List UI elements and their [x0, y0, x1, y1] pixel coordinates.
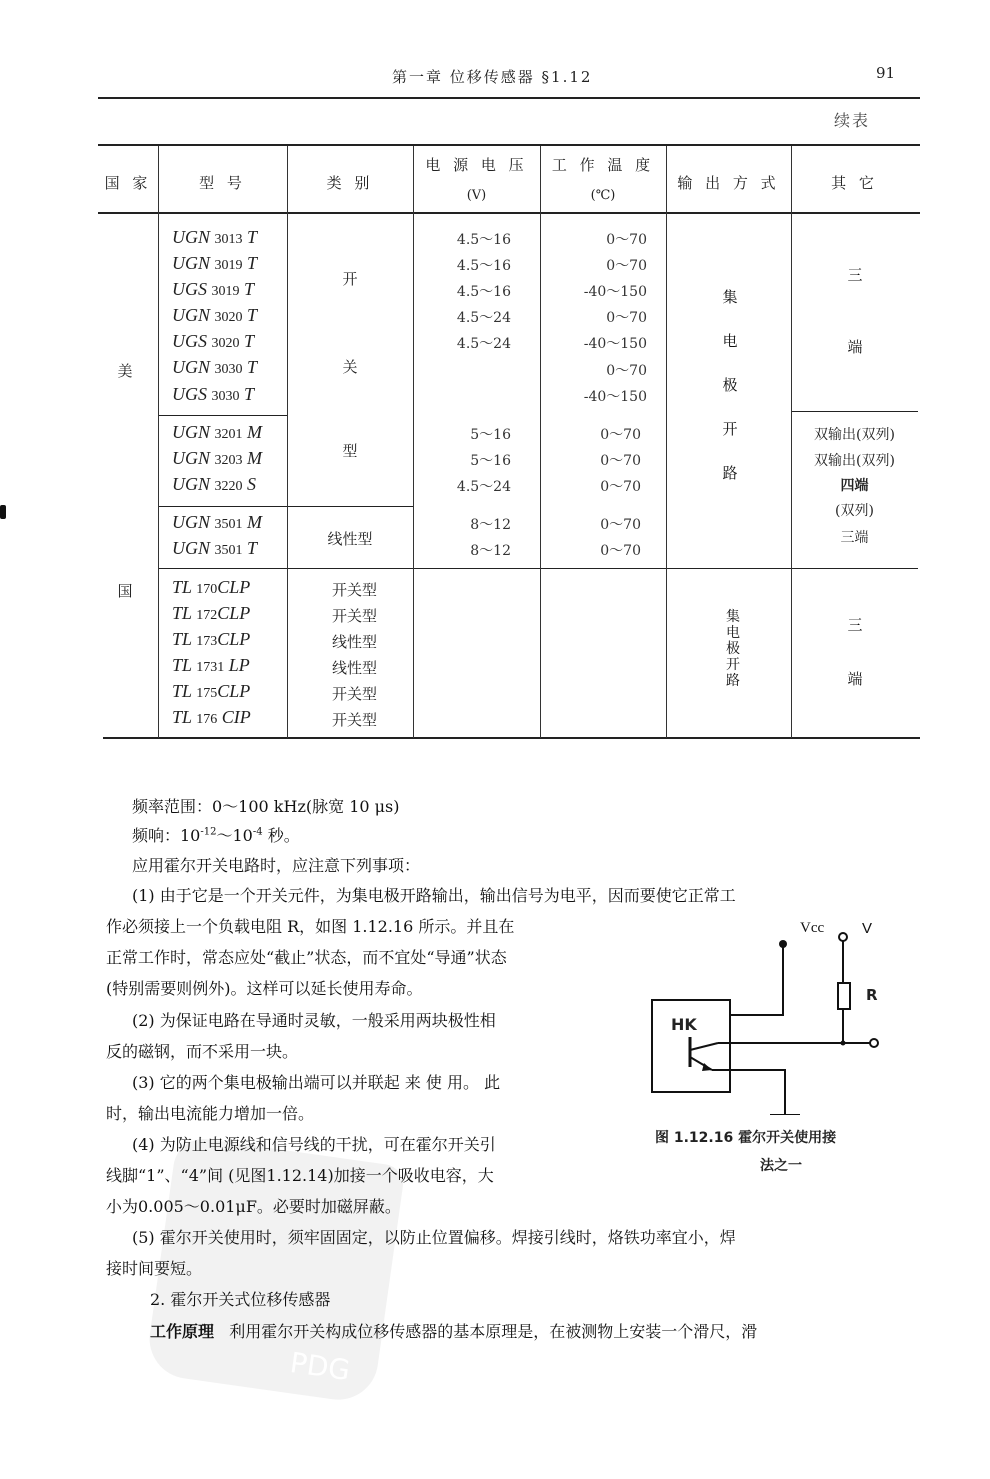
category-ti: 线性型 — [331, 633, 377, 651]
model-row: UGN 3220 S — [172, 474, 257, 494]
output-char: 极 — [722, 376, 738, 394]
model-row: UGN 3020 T — [172, 305, 258, 325]
other-note: 三端 — [840, 530, 869, 546]
item4-line: 小为0.005～0.01μF。必要时加磁屏蔽。 — [106, 1197, 401, 1216]
model-row: TL 1731 LP — [172, 655, 250, 675]
category-char: 型 — [342, 442, 358, 460]
category-ti: 线性型 — [331, 659, 377, 677]
item1-line: 正常工作时，常态应处“截止”状态，而不宜处“导通”状态 — [106, 948, 507, 967]
model-row: UGN 3019 T — [172, 253, 258, 273]
model-row: UGS 3019 T — [172, 279, 255, 299]
th-other: 其 它 — [831, 174, 878, 192]
other-note: 双输出(双列) — [814, 453, 895, 469]
other-char: 三 — [847, 266, 863, 284]
item1-line: (特别需要则例外)。这样可以延长使用寿命。 — [106, 979, 423, 998]
scan-mark — [0, 505, 6, 519]
model-row: TL 176 CIP — [172, 707, 251, 727]
v-label: V — [862, 920, 873, 937]
header-rule — [98, 97, 920, 99]
th-temperature: 工 作 温 度 — [551, 156, 655, 174]
output-char: 路 — [726, 673, 740, 689]
item2-line: 反的磁钢，而不采用一块。 — [106, 1042, 299, 1061]
freq-range: 频率范围：0～100 kHz(脉宽 10 μs) — [132, 797, 400, 816]
voltage-value: 5～16 — [470, 427, 511, 443]
model-row: TL 173CLP — [172, 629, 251, 649]
temp-value: -40～150 — [583, 389, 647, 405]
temp-value: 0～70 — [600, 517, 641, 533]
table-bottom-rule — [103, 737, 920, 739]
th-temperature-unit: (℃) — [590, 188, 616, 203]
temp-value: 0～70 — [600, 543, 641, 559]
category-char: 关 — [342, 358, 358, 376]
category-ti: 开关型 — [331, 607, 377, 625]
temp-value: -40～150 — [583, 336, 647, 352]
other-char: 端 — [847, 338, 863, 356]
col-divider-5 — [666, 146, 667, 738]
section-heading: 2. 霍尔开关式位移传感器 — [150, 1290, 331, 1309]
model-row: UGN 3201 M — [172, 422, 263, 442]
output-char: 路 — [722, 464, 738, 482]
category-linear: 线性型 — [327, 530, 373, 548]
temp-value: 0～70 — [600, 453, 641, 469]
model-row: UGN 3501 M — [172, 512, 263, 532]
continued-label: 续表 — [834, 111, 871, 130]
voltage-value: 8～12 — [470, 543, 511, 559]
temp-value: -40～150 — [583, 284, 647, 300]
item1-line: (1) 由于它是一个开关元件，为集电极开路输出，输出信号为电平，因而要使它正常工 — [132, 886, 736, 905]
rule-model-a — [158, 415, 288, 416]
watermark-text: PDG — [287, 1345, 353, 1388]
principle-label: 工作原理 — [150, 1322, 215, 1341]
model-row: UGN 3501 T — [172, 538, 258, 558]
item4-line: 线脚“1”、“4”间 (见图1.12.14)加接一个吸收电容，大 — [106, 1166, 494, 1185]
circuit-figure — [640, 915, 930, 1185]
th-country: 国 家 — [104, 174, 152, 192]
temp-value: 0～70 — [606, 232, 647, 248]
item5-line: (5) 霍尔开关使用时，须牢固固定，以防止位置偏移。焊接引线时，烙铁功率宜小，焊 — [132, 1228, 736, 1247]
freq-response: 频响：$10^{-12}\sim 10^{-4}$ 秒。 — [132, 826, 300, 845]
voltage-value: 4.5～16 — [456, 284, 511, 300]
rule-ti-split — [158, 568, 918, 569]
rule-other-a — [792, 411, 918, 412]
other-char: 端 — [847, 670, 863, 688]
output-char: 开 — [726, 657, 740, 673]
table-top-rule — [98, 144, 920, 146]
item3-line: (3) 它的两个集电极输出端可以并联起 来 使 用。 此 — [132, 1073, 501, 1092]
output-char: 开 — [722, 420, 738, 438]
voltage-value: 4.5～24 — [456, 336, 511, 352]
category-ti: 开关型 — [331, 685, 377, 703]
model-row: UGN 3013 T — [172, 227, 258, 247]
temp-value: 0～70 — [606, 310, 647, 326]
item2-line: (2) 为保证电路在导通时灵敏，一般采用两块极性相 — [132, 1011, 496, 1030]
item5-line: 接时间要短。 — [106, 1259, 203, 1278]
voltage-value: 4.5～16 — [456, 232, 511, 248]
model-row: UGN 3030 T — [172, 357, 258, 377]
model-row: TL 170CLP — [172, 577, 251, 597]
country-usa: 美 — [117, 362, 133, 380]
col-divider-1 — [158, 146, 159, 738]
temp-value: 0～70 — [606, 258, 647, 274]
item4-line: (4) 为防止电源线和信号线的干扰，可在霍尔开关引 — [132, 1135, 496, 1154]
voltage-value: 4.5～24 — [456, 479, 511, 495]
figure-caption-cont: 法之一 — [760, 1158, 802, 1174]
temp-value: 0～70 — [600, 427, 641, 443]
principle-paragraph: 工作原理 利用霍尔开关构成位移传感器的基本原理是，在被测物上安装一个滑尺，滑 — [150, 1322, 758, 1341]
output-char: 集 — [722, 288, 738, 306]
running-title: 第一章 位移传感器 §1.12 — [392, 68, 593, 86]
model-row: TL 175CLP — [172, 681, 251, 701]
category-ti: 开关型 — [331, 711, 377, 729]
country-usa-bottom: 国 — [117, 582, 133, 600]
vcc-label: Vcc — [800, 920, 825, 936]
output-char: 电 — [722, 332, 738, 350]
r-label: R — [866, 986, 878, 1004]
category-ti: 开关型 — [331, 581, 377, 599]
other-note: (双列) — [835, 503, 874, 519]
voltage-value: 4.5～24 — [456, 310, 511, 326]
other-char: 三 — [847, 616, 863, 634]
rule-model-b — [158, 506, 413, 507]
th-voltage-unit: (V) — [466, 188, 487, 203]
th-voltage: 电 源 电 压 — [425, 156, 528, 174]
voltage-value: 4.5～16 — [456, 258, 511, 274]
model-row: UGS 3030 T — [172, 384, 255, 404]
th-category: 类 别 — [326, 174, 374, 192]
category-char: 开 — [342, 270, 358, 288]
other-note: 双输出(双列) — [814, 427, 895, 443]
header-bottom-rule — [98, 212, 920, 214]
page-number: 91 — [876, 64, 896, 82]
voltage-value: 5～16 — [470, 453, 511, 469]
output-char: 集 — [726, 609, 740, 625]
output-char: 极 — [726, 641, 740, 657]
hk-label: HK — [671, 1015, 697, 1034]
model-row: UGS 3020 T — [172, 331, 255, 351]
th-output: 输 出 方 式 — [677, 174, 780, 192]
temp-value: 0～70 — [606, 363, 647, 379]
model-row: TL 172CLP — [172, 603, 251, 623]
item3-line: 时，输出电流能力增加一倍。 — [106, 1104, 315, 1123]
voltage-value: 8～12 — [470, 517, 511, 533]
temp-value: 0～70 — [600, 479, 641, 495]
figure-caption: 图 1.12.16 霍尔开关使用接 — [655, 1130, 837, 1146]
th-model: 型 号 — [199, 174, 246, 192]
item1-line: 作必须接上一个负载电阻 R，如图 1.12.16 所示。并且在 — [106, 917, 515, 936]
model-row: UGN 3203 M — [172, 448, 263, 468]
other-note: 四端 — [840, 478, 869, 494]
intro-text: 应用霍尔开关电路时，应注意下列事项： — [132, 856, 421, 875]
output-char: 电 — [726, 625, 740, 641]
